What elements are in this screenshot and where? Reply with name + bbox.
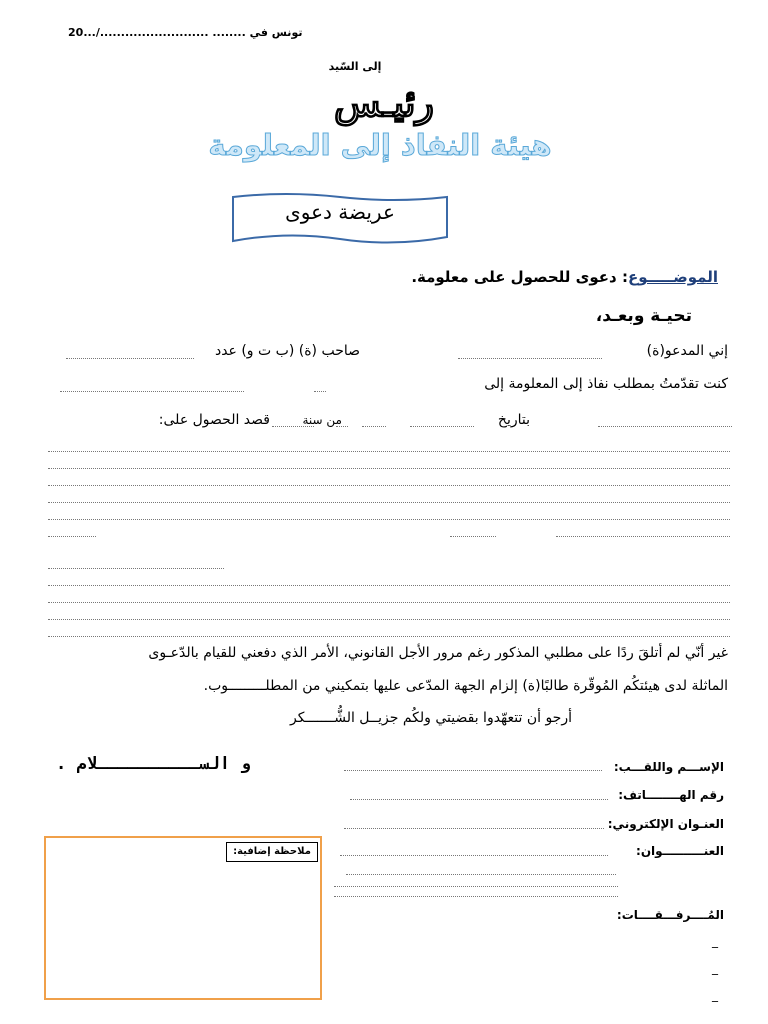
email-field[interactable] (344, 828, 604, 829)
attachment-item-3[interactable]: _ (712, 988, 718, 1002)
date-field-extra[interactable] (598, 426, 732, 427)
fullname-field[interactable] (344, 770, 602, 771)
info-line-4[interactable] (48, 502, 730, 503)
authority-name: هيئة النفاذ إلى المعلومة (208, 128, 552, 162)
info-line-8[interactable] (48, 585, 730, 586)
body-paragraph-line-1: غير أنّي لم أتلقَ ردًا على مطلبي المذكور رغم مرور الأجل القانوني، الأمر الذي دفعني للقيام بالدّعـوى (148, 645, 728, 661)
additional-note-label: ملاحظة إضافية: (226, 842, 318, 862)
body-paragraph-line-2: الماثلة لدى هيئتكُم المُوقّرة طالبًا(ة) إلزام الجهة المدّعى عليها بتمكيني من المطلـــــــــوب. (203, 678, 728, 694)
intro-date-label: بتاريخ (497, 412, 530, 428)
info-line-1[interactable] (48, 451, 730, 452)
address-field-4[interactable] (334, 896, 618, 897)
greeting: تحيـة وبعـد، (595, 306, 692, 326)
attachment-item-1[interactable]: _ (712, 934, 718, 948)
info-line-5[interactable] (48, 519, 730, 520)
intro-request-label: كنت تقدّمتُ بمطلب نفاذ إلى المعلومة إلى (484, 376, 728, 392)
info-line-10[interactable] (48, 619, 730, 620)
thanks-line: أرجو أن تتعهّدوا بقضيتي ولكُم جزيــل الشُّـــــــكر (290, 710, 572, 726)
info-line-11[interactable] (48, 636, 730, 637)
address-label: العنــــــــــوان: (636, 844, 724, 858)
date-field[interactable] (410, 426, 474, 427)
intro-year-label: من سنة (302, 413, 342, 427)
info-line-2[interactable] (48, 468, 730, 469)
info-line-6a[interactable] (48, 536, 96, 537)
subject-label: الموضـــــوع (627, 268, 718, 286)
info-line-3[interactable] (48, 485, 730, 486)
year-field[interactable] (272, 426, 314, 427)
title-president: رئيـس (334, 80, 434, 125)
subject-line (411, 268, 718, 286)
phone-field[interactable] (350, 799, 608, 800)
addressee-label: إلى السّيد (328, 60, 382, 73)
recipient-field-short[interactable] (314, 391, 326, 392)
address-field-2[interactable] (346, 874, 616, 875)
date-line: تونس في ........ ........................../...20 (68, 26, 303, 39)
document-type-label: عريضة دعوى (285, 200, 395, 224)
attachment-item-2[interactable]: _ (712, 961, 718, 975)
name-field[interactable] (458, 358, 602, 359)
info-line-6b[interactable] (450, 536, 496, 537)
intro-name-label: إني المدعو(ة) (646, 343, 728, 359)
id-number-field[interactable] (66, 358, 194, 359)
recipient-field[interactable] (60, 391, 244, 392)
address-field-1[interactable] (340, 855, 608, 856)
intro-purpose-label: قصد الحصول على: (158, 412, 270, 428)
subject-text: : دعوى للحصول على معلومة. (411, 268, 628, 286)
closing-salutation: و الســــــــــلام . (56, 754, 251, 774)
info-line-6c[interactable] (556, 536, 730, 537)
month-field[interactable] (362, 426, 386, 427)
intro-id-label: صاحب (ة) (ب ت و) عدد (214, 343, 360, 359)
name-label: الإســـم واللقـــب: (613, 760, 724, 774)
info-line-7[interactable] (48, 568, 224, 569)
address-field-3[interactable] (334, 886, 618, 887)
phone-label: رقم الهــــــــاتف: (618, 788, 724, 802)
info-line-9[interactable] (48, 602, 730, 603)
attachments-label: المُــــرفـــقــــات: (616, 908, 724, 922)
email-label: العنـوان الإلكتروني: (607, 817, 724, 831)
